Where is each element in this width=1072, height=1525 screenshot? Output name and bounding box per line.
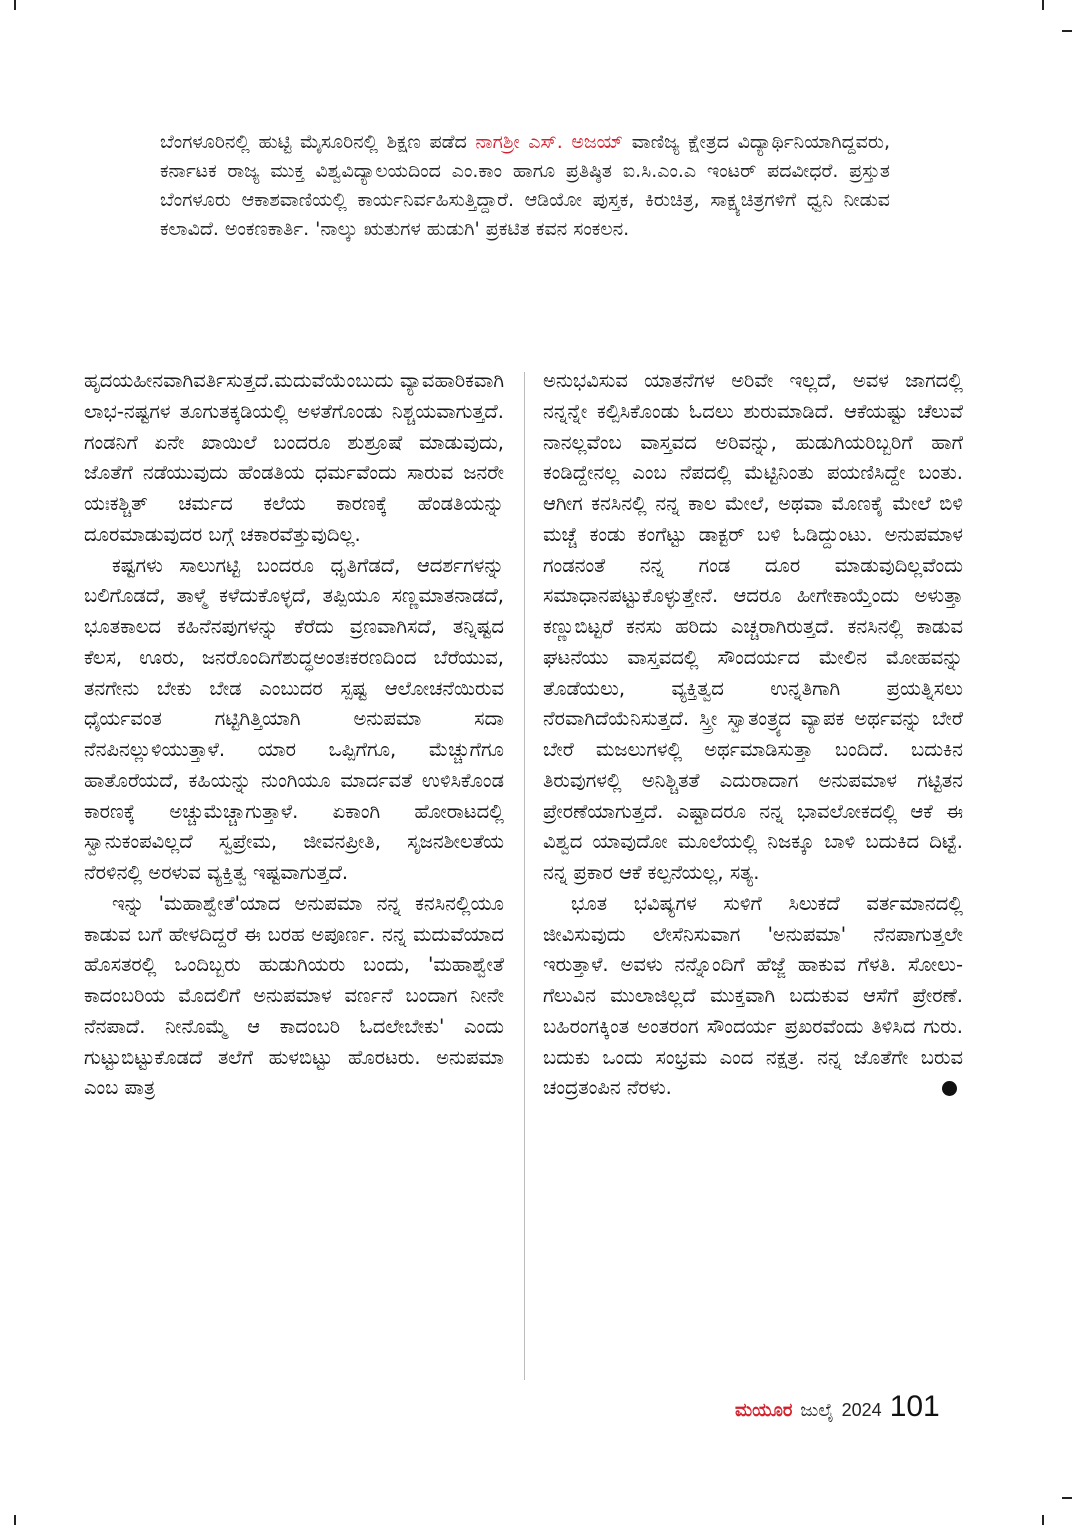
crop-mark-bottom-left — [14, 1515, 16, 1525]
page-footer — [735, 1390, 940, 1430]
author-bio-lead: ಬೆಂಗಳೂರಿನಲ್ಲಿ ಹುಟ್ಟಿ ಮೈಸೂರಿನಲ್ಲಿ ಶಿಕ್ಷಣ ಪಡೆದ — [160, 131, 476, 153]
crop-mark-top-left — [14, 0, 16, 10]
paragraph: ಇನ್ನು 'ಮಹಾಶ್ವೇತೆ'ಯಾದ ಅನುಪಮಾ ನನ್ನ ಕನಸಿನಲ್ಲಿಯೂ ಕಾಡುವ ಬಗೆ ಹೇಳದಿದ್ದರೆ ಈ ಬರಹ ಅಪೂರ್ಣ. ನನ್ನ ಮದುವೆಯಾದ ಹೊಸತರಲ್ಲಿ ಒಂದಿಬ್ಬರು ಹುಡುಗಿಯರು ಬಂದು, 'ಮಹಾಶ್ವೇತೆ ಕಾದಂಬರಿಯ ಮೊದಲಿಗೆ ಅನುಪಮಾಳ ವರ್ಣನೆ ಬಂದಾಗ ನೀನೇ ನೆನಪಾದೆ. ನೀನೊಮ್ಮೆ ಆ ಕಾದಂಬರಿ ಓದಲೇಬೇಕು' ಎಂದು ಗುಟ್ಟುಬಿಟ್ಟುಕೊಡದೆ ತಲೆಗೆ ಹುಳಬಿಟ್ಟು ಹೊರಟರು. ಅನುಪಮಾ ಎಂಬ ಪಾತ್ರ — [84, 891, 504, 1100]
paragraph — [543, 889, 963, 1104]
issue-year: 2024 — [841, 1400, 882, 1420]
crop-mark-right-lower — [1062, 1497, 1072, 1499]
article-column-left — [84, 366, 504, 1104]
crop-mark-top-right — [1042, 0, 1044, 10]
article-column-right — [543, 366, 963, 1104]
paragraph: ಹೃದಯಹೀನವಾಗಿವರ್ತಿಸುತ್ತದೆ.ಮದುವೆಯೆಂಬುದು ವ್ಯಾವಹಾರಿಕವಾಗಿ ಲಾಭ-ನಷ್ಟಗಳ ತೂಗುತಕ್ಕಡಿಯಲ್ಲಿ ಅಳತೆಗೊಂಡು ನಿಶ್ಚಯವಾಗುತ್ತದೆ. ಗಂಡನಿಗೆ ಏನೇ ಖಾಯಿಲೆ ಬಂದರೂ ಶುಶ್ರೂಷೆ ಮಾಡುವುದು, ಜೊತೆಗೆ ನಡೆಯುವುದು ಹೆಂಡತಿಯ ಧರ್ಮವೆಂದು ಸಾರುವ ಜನರೇ ಯಃಕಶ್ಚಿತ್ ಚರ್ಮದ ಕಲೆಯ ಕಾರಣಕ್ಕೆ ಹೆಂಡತಿಯನ್ನು ದೂರಮಾಡುವುದರ ಬಗ್ಗೆ ಚಕಾರವೆತ್ತುವುದಿಲ್ಲ. — [84, 369, 504, 546]
issue-month: ಜುಲೈ — [800, 1400, 834, 1421]
paragraph: ಅನುಭವಿಸುವ ಯಾತನೆಗಳ ಅರಿವೇ ಇಲ್ಲದೆ, ಅವಳ ಜಾಗದಲ್ಲಿ ನನ್ನನ್ನೇ ಕಲ್ಪಿಸಿಕೊಂಡು ಓದಲು ಶುರುಮಾಡಿದೆ. ಆಕೆಯಷ್ಟು ಚೆಲುವೆ ನಾನಲ್ಲವೆಂಬ ವಾಸ್ತವದ ಅರಿವನ್ನು, ಹುಡುಗಿಯರಿಬ್ಬರಿಗೆ ಹಾಗೆ ಕಂಡಿದ್ದೇನಲ್ಲ ಎಂಬ ನೆಪದಲ್ಲಿ ಮೆಟ್ಟಿನಿಂತು ಪಯಣಿಸಿದ್ದೇ ಬಂತು. ಆಗೀಗ ಕನಸಿನಲ್ಲಿ ನನ್ನ ಕಾಲ ಮೇಲೆ, ಅಥವಾ ಮೊಣಕೈ ಮೇಲೆ ಬಿಳಿ ಮಚ್ಚೆ ಕಂಡು ಕಂಗೆಟ್ಟು ಡಾಕ್ಟರ್ ಬಳಿ ಓಡಿದ್ದುಂಟು. ಅನುಪಮಾಳ ಗಂಡನಂತೆ ನನ್ನ ಗಂಡ ದೂರ ಮಾಡುವುದಿಲ್ಲವೆಂದು ಸಮಾಧಾನಪಟ್ಟುಕೊಳ್ಳುತ್ತೇನೆ. ಆದರೂ ಹೀಗೇಕಾಯ್ತೆಂದು ಅಳುತ್ತಾ ಕಣ್ಣುಬಿಟ್ಟರೆ ಕನಸು ಹರಿದು ಎಚ್ಚರಾಗಿರುತ್ತದೆ. ಕನಸಿನಲ್ಲಿ ಕಾಡುವ ಘಟನೆಯು ವಾಸ್ತವದಲ್ಲಿ ಸೌಂದರ್ಯದ ಮೇಲಿನ ಮೋಹವನ್ನು ತೊಡೆಯಲು, ವ್ಯಕ್ತಿತ್ವದ ಉನ್ನತಿಗಾಗಿ ಪ್ರಯತ್ನಿಸಲು ನೆರವಾಗಿದೆಯೆನಿಸುತ್ತದೆ. ಸ್ತ್ರೀ ಸ್ವಾತಂತ್ರ್ಯದ ವ್ಯಾಪಕ ಅರ್ಥವನ್ನು ಬೇರೆ ಬೇರೆ ಮಜಲುಗಳಲ್ಲಿ ಅರ್ಥಮಾಡಿಸುತ್ತಾ ಬಂದಿದೆ. ಬದುಕಿನ ತಿರುವುಗಳಲ್ಲಿ ಅನಿಶ್ಚಿತತೆ ಎದುರಾದಾಗ ಅನುಪಮಾಳ ಗಟ್ಟಿತನ ಪ್ರೇರಣೆಯಾಗುತ್ತದೆ. ಎಷ್ಟಾದರೂ ನನ್ನ ಭಾವಲೋಕದಲ್ಲಿ ಆಕೆ ಈ ವಿಶ್ವದ ಯಾವುದೋ ಮೂಲೆಯಲ್ಲಿ ನಿಜಕ್ಕೂ ಬಾಳಿ ಬದುಕಿದ ದಿಟ್ಟೆ. ನನ್ನ ಪ್ರಕಾರ ಆಕೆ ಕಲ್ಪನೆಯಲ್ಲ, ಸತ್ಯ. — [543, 369, 963, 884]
paragraph: ಕಷ್ಟಗಳು ಸಾಲುಗಟ್ಟಿ ಬಂದರೂ ಧೃತಿಗೆಡದೆ, ಆದರ್ಶಗಳನ್ನು ಬಲಿಗೊಡದೆ, ತಾಳ್ಮೆ ಕಳೆದುಕೊಳ್ಳದೆ, ತಪ್ಪಿಯೂ ಸಣ್ಣಮಾತನಾಡದೆ, ಭೂತಕಾಲದ ಕಹಿನೆನಪುಗಳನ್ನು ಕೆರೆದು ವ್ರಣವಾಗಿಸದೆ, ತನ್ನಿಷ್ಟದ ಕೆಲಸ, ಊರು, ಜನರೊಂದಿಗೆಶುದ್ಧಅಂತಃಕರಣದಿಂದ ಬೆರೆಯುವ, ತನಗೇನು ಬೇಕು ಬೇಡ ಎಂಬುದರ ಸ್ಪಷ್ಟ ಆಲೋಚನೆಯಿರುವ ಧೈರ್ಯವಂತ ಗಟ್ಟಿಗಿತ್ತಿಯಾಗಿ ಅನುಪಮಾ ಸದಾ ನೆನಪಿನಲ್ಲುಳಿಯುತ್ತಾಳೆ. ಯಾರ ಒಪ್ಪಿಗೆಗೂ, ಮೆಚ್ಚುಗೆಗೂ ಹಾತೊರೆಯದೆ, ಕಹಿಯನ್ನು ನುಂಗಿಯೂ ಮಾರ್ದವತೆ ಉಳಿಸಿಕೊಂಡ ಕಾರಣಕ್ಕೆ ಅಚ್ಚುಮೆಚ್ಚಾಗುತ್ತಾಳೆ. ಏಕಾಂಗಿ ಹೋರಾಟದಲ್ಲಿ ಸ್ವಾನುಕಂಪವಿಲ್ಲದೆ ಸ್ವಪ್ರೇಮ, ಜೀವನಪ್ರೀತಿ, ಸೃಜನಶೀಲತೆಯ ನೆರಳಿನಲ್ಲಿ ಅರಳುವ ವ್ಯಕ್ತಿತ್ವ ಇಷ್ಟವಾಗುತ್ತದೆ. — [84, 553, 504, 884]
author-bio — [160, 128, 890, 244]
end-of-article-bullet-icon — [942, 1081, 957, 1096]
author-name: ನಾಗಶ್ರೀ ಎಸ್. ಅಜಯ್ — [475, 131, 624, 153]
column-divider — [524, 372, 525, 1380]
paragraph-text: ಭೂತ ಭವಿಷ್ಯಗಳ ಸುಳಿಗೆ ಸಿಲುಕದೆ ವರ್ತಮಾನದಲ್ಲಿ ಜೀವಿಸುವುದು ಲೇಸೆನಿಸುವಾಗ 'ಅನುಪಮಾ' ನೆನಪಾಗುತ್ತಲೇ ಇರುತ್ತಾಳೆ. ಅವಳು ನನ್ನೊಂದಿಗೆ ಹೆಜ್ಜೆ ಹಾಕುವ ಗೆಳತಿ. ಸೋಲು-ಗೆಲುವಿನ ಮುಲಾಜಿಲ್ಲದೆ ಮುಕ್ತವಾಗಿ ಬದುಕುವ ಆಸೆಗೆ ಪ್ರೇರಣೆ. ಬಹಿರಂಗಕ್ಕಿಂತ ಅಂತರಂಗ ಸೌಂದರ್ಯ ಪ್ರಖರವೆಂದು ತಿಳಿಸಿದ ಗುರು. ಬದುಕು ಒಂದು ಸಂಭ್ರಮ ಎಂದ ನಕ್ಷತ್ರ. ನನ್ನ ಜೊತೆಗೇ ಬರುವ ಚಂದ್ರತಂಪಿನ ನೆರಳು. — [543, 891, 963, 1100]
page-number: 101 — [889, 1390, 940, 1423]
crop-mark-bottom-right — [1042, 1515, 1044, 1525]
crop-mark-right-upper — [1062, 30, 1072, 32]
magazine-logo: ಮಯೂರ — [735, 1400, 793, 1421]
author-bio-rest: ವಾಣಿಜ್ಯ ಕ್ಷೇತ್ರದ ವಿದ್ಯಾರ್ಥಿನಿಯಾಗಿದ್ದವರು, ಕರ್ನಾಟಕ ರಾಜ್ಯ ಮುಕ್ತ ವಿಶ್ವವಿದ್ಯಾಲಯದಿಂದ ಎಂ.ಕಾಂ ಹಾಗೂ ಪ್ರತಿಷ್ಠಿತ ಐ.ಸಿ.ಎಂ.ಎ ಇಂಟರ್ ಪದವೀಧರೆ. ಪ್ರಸ್ತುತ ಬೆಂಗಳೂರು ಆಕಾಶವಾಣಿಯಲ್ಲಿ ಕಾರ್ಯನಿರ್ವಹಿಸುತ್ತಿದ್ದಾರೆ. ಆಡಿಯೋ ಪುಸ್ತಕ, ಕಿರುಚಿತ್ರ, ಸಾಕ್ಷ್ಯಚಿತ್ರಗಳಿಗೆ ಧ್ವನಿ ನೀಡುವ ಕಲಾವಿದೆ. ಅಂಕಣಕಾರ್ತಿ. 'ನಾಲ್ಕು ಋತುಗಳ ಹುಡುಗಿ' ಪ್ರಕಟಿತ ಕವನ ಸಂಕಲನ. — [160, 131, 890, 240]
